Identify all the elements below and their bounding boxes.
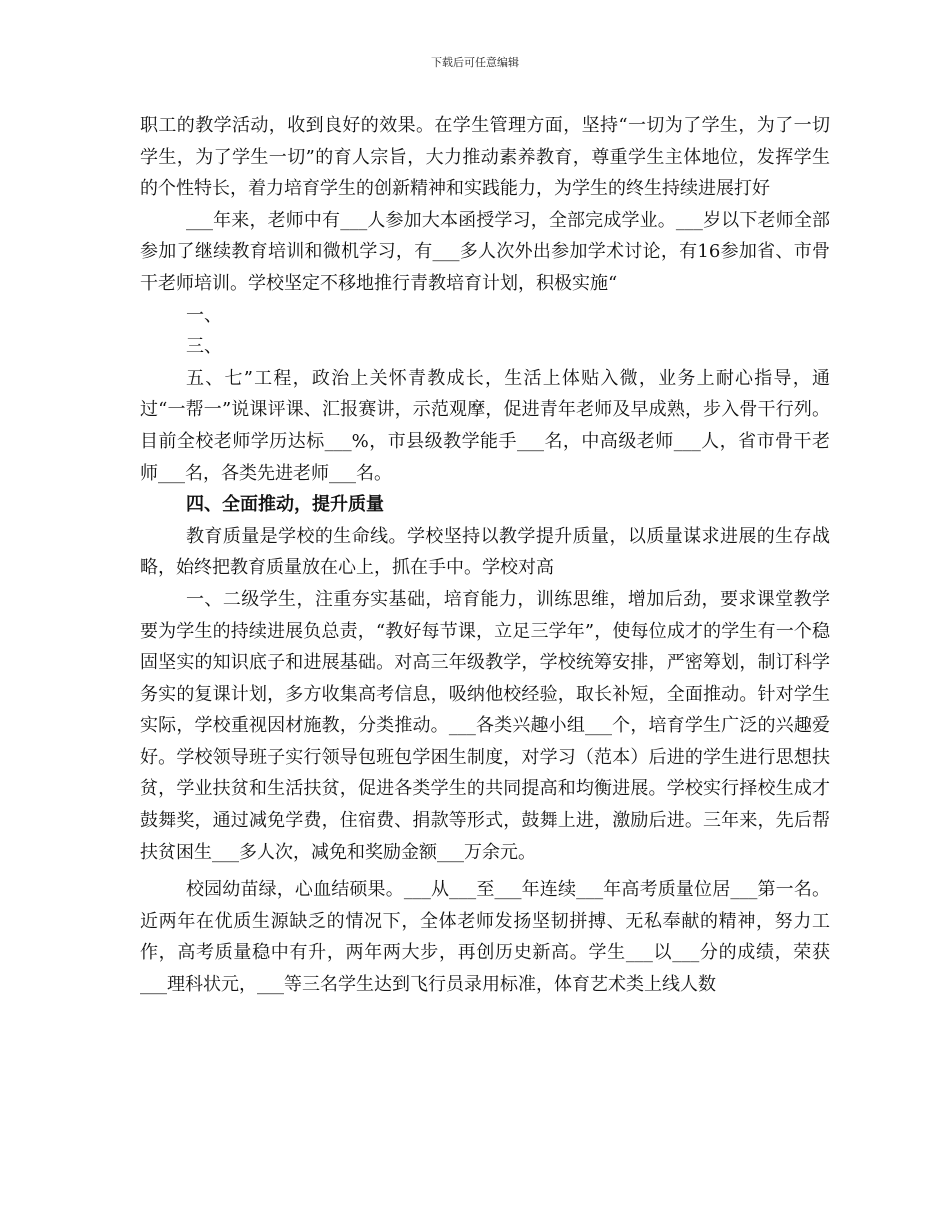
list-marker-3: 三、: [186, 336, 222, 358]
paragraph-6: 校园幼苗绿，心血结硕果。___从___至___年连续___年高考质量位居___第一名。近两年在优质生源缺乏的情况下，全体老师发扬坚韧拼搏、无私奉献的精神，努力工作，高考质量稳中有升，两年两大步，再创历史新高。学生___以___分的成绩，荣获___理科状元，___等三名学生达到飞行员录用标准，体育艺术类上线人数: [140, 879, 830, 996]
paragraph-4: 教育质量是学校的生命线。学校坚持以教学提升质量，以质量谋求进展的生存战略，始终把教育质量放在心上，抓在手中。学校对高: [140, 525, 830, 579]
section-heading: 四、全面推动，提升质量: [186, 494, 384, 516]
document-body: [140, 110, 830, 1001]
paragraph-3: 五、七”工程，政治上关怀青教成长，生活上体贴入微，业务上耐心指导，通过“一帮一”说课评课、汇报赛讲，示范观摩，促进青年老师及早成熟，步入骨干行列。目前全校老师学历达标___%，市县级教学能手___名，中高级老师___人，省市骨干老师___名，各类先进老师___名。: [140, 367, 830, 484]
list-marker-1: 一、: [186, 304, 222, 326]
page-header: 下载后可任意编辑: [431, 56, 519, 69]
paragraph-1: 职工的教学活动，收到良好的效果。在学生管理方面，坚持“一切为了学生，为了一切学生，为了学生一切”的育人宗旨，大力推动素养教育，尊重学生主体地位，发挥学生的个性特长，着力培育学生的创新精神和实践能力，为学生的终生持续进展打好: [140, 115, 830, 200]
paragraph-5: 一、二级学生，注重夯实基础，培育能力，训练思维，增加后劲，要求课堂教学要为学生的持续进展负总责，“教好每节课，立足三学年”，使每位成才的学生有一个稳固坚实的知识底子和进展基础。对高三年级教学，学校统筹安排，严密筹划，制订科学务实的复课计划，多方收集高考信息，吸纳他校经验，取长补短，全面推动。针对学生实际，学校重视因材施教，分类推动。___各类兴趣小组___个，培育学生广泛的兴趣爱好。学校领导班子实行领导包班包学困生制度，对学习（范本）后进的学生进行思想扶贫，学业扶贫和生活扶贫，促进各类学生的共同提高和均衡进展。学校实行择校生成才鼓舞奖，通过减免学费，住宿费、捐款等形式，鼓舞上进，激励后进。三年来，先后帮扶贫困生___多人次，减免和奖励金额___万余元。: [140, 588, 830, 863]
paragraph-2: ___年来，老师中有___人参加大本函授学习，全部完成学业。___岁以下老师全部参加了继续教育培训和微机学习，有___多人次外出参加学术讨论，有16参加省、市骨干老师培训。学校坚定不移地推行青教培育计划，积极实施“: [140, 209, 830, 294]
